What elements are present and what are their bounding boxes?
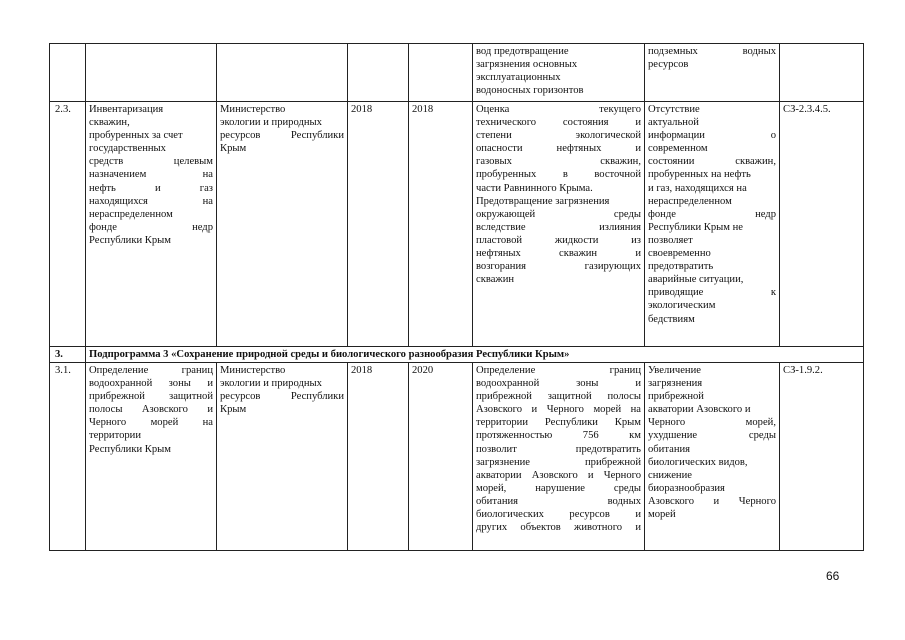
cell-line: обитания bbox=[648, 443, 691, 455]
cell-line: водоохранной зоны и bbox=[476, 378, 641, 390]
cell-line: вследствие излияния bbox=[476, 221, 641, 233]
cell-line: предотвратить bbox=[648, 261, 714, 273]
cell-line: прибрежной bbox=[648, 391, 704, 403]
cell-text bbox=[783, 45, 860, 58]
start-year bbox=[348, 102, 409, 347]
cell-line: опасности нефтяных и bbox=[476, 143, 641, 155]
item-number bbox=[50, 44, 86, 102]
cell-line: бедствиям bbox=[648, 313, 695, 325]
cell-line: своевременно bbox=[648, 248, 711, 260]
executor bbox=[217, 363, 348, 551]
cell-line: актуальной bbox=[648, 117, 699, 129]
cell-line: Инвентаризация bbox=[89, 104, 164, 115]
cell-line: прибрежной защитной полосы bbox=[476, 391, 641, 403]
start-year bbox=[348, 44, 409, 102]
cell-line: загрязнения основных bbox=[476, 59, 578, 71]
activity-name bbox=[86, 102, 217, 347]
cell-text: СЗ-1.9.2. bbox=[783, 365, 823, 376]
cell-line: степени экологической bbox=[476, 130, 641, 142]
expected-result bbox=[473, 363, 645, 551]
end-year bbox=[409, 102, 473, 347]
program-table bbox=[49, 43, 864, 551]
cell-line: средств целевым bbox=[89, 156, 213, 168]
item-number bbox=[50, 363, 86, 551]
cell-line: Республики Крым не bbox=[648, 221, 743, 233]
end-year bbox=[409, 363, 473, 551]
cell-line: позволит предотвратить bbox=[476, 443, 641, 455]
cell-line: протяженностью 756 км bbox=[476, 430, 641, 442]
indicator-link bbox=[780, 44, 864, 102]
cell-line: государственных bbox=[89, 143, 166, 155]
cell-line: скважин, bbox=[89, 117, 130, 129]
cell-line: загрязнение прибрежной bbox=[476, 456, 641, 468]
cell-line: Крым bbox=[220, 143, 247, 155]
cell-line: нефть и газ bbox=[89, 182, 213, 194]
cell-line: и газ, находящихся на bbox=[648, 182, 747, 194]
indicator-link bbox=[780, 102, 864, 347]
item-number bbox=[50, 102, 86, 347]
cell-line: экологии и природных bbox=[220, 117, 322, 129]
program-table-body bbox=[50, 44, 864, 551]
cell-line: Определение границ bbox=[89, 365, 213, 376]
cell-line: Азовского и Черного bbox=[648, 495, 776, 507]
cell-text: 2018 bbox=[351, 365, 373, 376]
executor bbox=[217, 102, 348, 347]
cell-text: 2018 bbox=[351, 104, 373, 115]
table-row bbox=[50, 102, 864, 347]
cell-line: ресурсов Республики bbox=[220, 391, 344, 403]
cell-line: территории bbox=[89, 430, 142, 442]
cell-line: Республики Крым bbox=[89, 234, 171, 246]
expected-result bbox=[473, 44, 645, 102]
cell-text: 2018 bbox=[412, 104, 434, 115]
cell-line: состоянии скважин, bbox=[648, 156, 776, 168]
cell-text: 2.3. bbox=[55, 104, 71, 115]
cell-line: фонде недр bbox=[648, 208, 776, 220]
page-number: 66 bbox=[826, 569, 840, 583]
cell-line: Черного морей, bbox=[648, 417, 776, 429]
cell-text: 3.1. bbox=[55, 365, 71, 376]
cell-line: территории Республики Крым bbox=[476, 417, 641, 429]
cell-line: современном bbox=[648, 143, 708, 155]
cell-text: 3. bbox=[55, 349, 63, 360]
cell-line: назначением на bbox=[89, 169, 213, 181]
cell-line: снижение bbox=[648, 469, 692, 481]
cell-text bbox=[351, 45, 405, 58]
cell-line: Увеличение bbox=[648, 365, 701, 376]
cell-line: находящихся на bbox=[89, 195, 213, 207]
cell-line: прибрежной защитной bbox=[89, 391, 213, 403]
cell-line: водоносных горизонтов bbox=[476, 85, 584, 97]
cell-line: информации о bbox=[648, 130, 776, 142]
consequence bbox=[645, 44, 780, 102]
cell-text bbox=[412, 45, 469, 58]
cell-line: позволяет bbox=[648, 234, 693, 246]
cell-line: Черного морей на bbox=[89, 417, 213, 429]
cell-line: Предотвращение загрязнения bbox=[476, 195, 610, 207]
executor bbox=[217, 44, 348, 102]
cell-line: Министерство bbox=[220, 365, 286, 376]
cell-line: Министерство bbox=[220, 104, 286, 115]
cell-line: части Равнинного Крыма. bbox=[476, 182, 593, 194]
cell-line: пробуренных в восточной bbox=[476, 169, 641, 181]
cell-line: возгорания газирующих bbox=[476, 261, 641, 273]
cell-line: ресурсов Республики bbox=[220, 130, 344, 142]
start-year bbox=[348, 363, 409, 551]
cell-line: подземных водных bbox=[648, 46, 776, 57]
activity-name bbox=[86, 363, 217, 551]
cell-line: Крым bbox=[220, 404, 247, 416]
cell-line: нераспределенном bbox=[648, 195, 732, 207]
cell-line: биологических ресурсов и bbox=[476, 509, 641, 521]
end-year bbox=[409, 44, 473, 102]
cell-text bbox=[55, 45, 82, 58]
cell-line: биоразнообразия bbox=[648, 482, 725, 494]
cell-line: Определение границ bbox=[476, 365, 641, 376]
cell-line: пробуренных на нефть bbox=[648, 169, 751, 181]
consequence bbox=[645, 363, 780, 551]
cell-line: водоохранной зоны и bbox=[89, 378, 213, 390]
cell-line: ресурсов bbox=[648, 59, 689, 71]
cell-line: морей bbox=[648, 509, 676, 521]
cell-line: ухудшение среды bbox=[648, 430, 776, 442]
cell-line: скважин bbox=[476, 274, 515, 286]
expected-result bbox=[473, 102, 645, 347]
table-row bbox=[50, 363, 864, 551]
consequence bbox=[645, 102, 780, 347]
indicator-link bbox=[780, 363, 864, 551]
cell-line: фонде недр bbox=[89, 221, 213, 233]
section-row bbox=[50, 347, 864, 363]
activity-name bbox=[86, 44, 217, 102]
cell-line: Отсутствие bbox=[648, 104, 700, 115]
cell-line: нефтяных скважин и bbox=[476, 248, 641, 260]
cell-line: загрязнения bbox=[648, 378, 703, 390]
cell-line: аварийные ситуации, bbox=[648, 274, 744, 286]
cell-text: Подпрограмма 3 «Сохранение природной среды и биологического разнообразия Республики Крым» bbox=[89, 349, 570, 360]
cell-line: вод предотвращение bbox=[476, 46, 569, 57]
cell-line: Азовского и Черного морей на bbox=[476, 404, 641, 416]
cell-line: полосы Азовского и bbox=[89, 404, 213, 416]
cell-line: Республики Крым bbox=[89, 443, 171, 455]
cell-line: Оценка текущего bbox=[476, 104, 641, 115]
cell-line: пластовой жидкости из bbox=[476, 234, 641, 246]
cell-line: акватории Азовского и bbox=[648, 404, 751, 416]
cell-line: обитания водных bbox=[476, 495, 641, 507]
cell-text: 2020 bbox=[412, 365, 434, 376]
cell-line: пробуренных за счет bbox=[89, 130, 183, 142]
cell-line: морей, нарушение среды bbox=[476, 482, 641, 494]
section-number bbox=[50, 347, 86, 363]
cell-line: экологическим bbox=[648, 300, 716, 312]
cell-line: биологических видов, bbox=[648, 456, 748, 468]
cell-line: нераспределенном bbox=[89, 208, 173, 220]
section-title bbox=[86, 347, 864, 363]
table-row bbox=[50, 44, 864, 102]
cell-line: газовых скважин, bbox=[476, 156, 641, 168]
cell-line: акватории Азовского и Черного bbox=[476, 469, 641, 481]
cell-line: экологии и природных bbox=[220, 378, 322, 390]
cell-line: технического состояния и bbox=[476, 117, 641, 129]
cell-line: других объектов животного и bbox=[476, 522, 641, 534]
cell-line: приводящие к bbox=[648, 287, 776, 299]
cell-text: СЗ-2.3.4.5. bbox=[783, 104, 831, 115]
cell-line: окружающей среды bbox=[476, 208, 641, 220]
cell-line: эксплуатационных bbox=[476, 72, 561, 84]
